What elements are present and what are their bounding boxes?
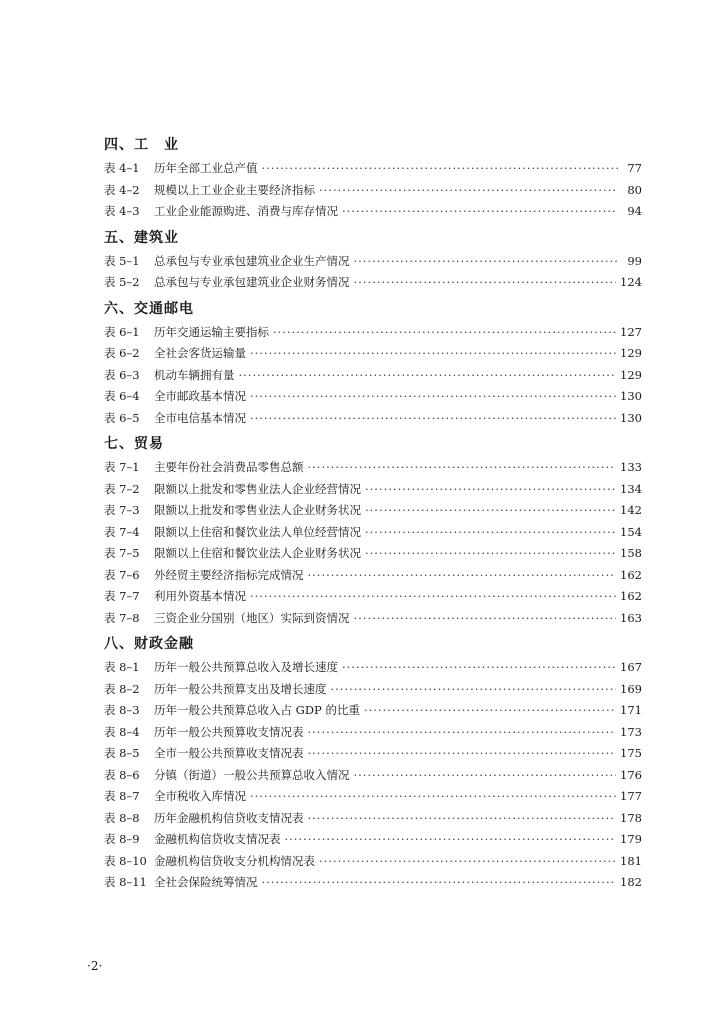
toc-section — [104, 433, 642, 629]
entry-table-number: 表 6–5 — [104, 410, 140, 425]
entry-title: 限额以上批发和零售业法人企业财务状况 — [154, 503, 361, 517]
section-title: 四、工 业 — [104, 137, 179, 153]
entry-page-number: 162 — [620, 589, 642, 603]
entry-page-number: 99 — [627, 253, 642, 268]
dot-leader — [308, 457, 617, 479]
entry-table-number: 表 5–2 — [104, 275, 140, 289]
entry-title: 限额以上批发和零售业法人企业经营情况 — [154, 481, 361, 496]
dot-leader — [331, 679, 617, 701]
toc-entry — [104, 479, 642, 501]
toc-entry — [104, 408, 642, 430]
entry-title: 全社会客货运输量 — [154, 346, 246, 360]
dot-leader — [250, 786, 616, 808]
entry-page-number: 158 — [620, 546, 642, 560]
entry-title: 工业企业能源购进、消费与库存情况 — [154, 204, 338, 218]
toc-entry — [104, 180, 642, 202]
toc-entry — [104, 786, 642, 808]
entry-page-number: 154 — [620, 524, 642, 539]
entry-page-number: 169 — [620, 681, 642, 696]
entry-title: 全市邮政基本情况 — [154, 389, 246, 403]
dot-leader — [285, 829, 617, 851]
dot-leader — [262, 872, 617, 894]
dot-leader — [342, 201, 618, 223]
entry-page-number: 80 — [627, 182, 642, 197]
section-title: 八、财政金融 — [104, 636, 194, 652]
toc-entry — [104, 365, 642, 387]
toc-entry — [104, 272, 642, 294]
entry-page-number: 129 — [620, 367, 642, 382]
entry-table-number: 表 8–11 — [104, 875, 147, 889]
entry-table-number: 表 4–3 — [104, 204, 140, 218]
dot-leader — [308, 722, 617, 744]
toc-entry — [104, 322, 642, 344]
toc-entry — [104, 679, 642, 701]
dot-leader — [365, 479, 616, 501]
entry-page-number: 94 — [627, 204, 642, 218]
dot-leader — [365, 500, 616, 522]
section-title: 五、建筑业 — [104, 229, 179, 246]
dot-leader — [319, 851, 616, 873]
entry-page-number: 134 — [620, 481, 642, 496]
entry-table-number: 表 7–8 — [104, 610, 140, 625]
entry-table-number: 表 8–5 — [104, 746, 140, 760]
entry-table-number: 表 7–6 — [104, 567, 140, 582]
entry-table-number: 表 7–4 — [104, 524, 140, 539]
entry-title: 主要年份社会消费品零售总额 — [154, 460, 304, 474]
entry-page-number: 127 — [620, 324, 642, 339]
dot-leader — [319, 180, 618, 202]
dot-leader — [262, 158, 619, 180]
dot-leader — [308, 565, 617, 587]
entry-table-number: 表 8–10 — [104, 853, 147, 868]
entry-title: 历年一般公共预算收支情况表 — [154, 724, 304, 739]
entry-title: 利用外资基本情况 — [154, 589, 246, 603]
toc-entry — [104, 586, 642, 608]
entry-table-number: 表 4–1 — [104, 161, 140, 175]
entry-page-number: 177 — [620, 789, 642, 803]
entry-table-number: 表 7–1 — [104, 460, 140, 474]
entry-page-number: 179 — [620, 832, 642, 846]
toc-section — [104, 633, 642, 894]
entry-table-number: 表 5–1 — [104, 253, 140, 268]
toc-entry — [104, 700, 642, 722]
toc-entry — [104, 765, 642, 787]
toc-entry — [104, 386, 642, 408]
toc-entry — [104, 657, 642, 679]
entry-page-number: 130 — [620, 410, 642, 425]
dot-leader — [273, 322, 616, 344]
dot-leader — [354, 272, 617, 294]
entry-table-number: 表 8–9 — [104, 832, 140, 846]
entry-table-number: 表 8–2 — [104, 681, 140, 696]
entry-title: 总承包与专业承包建筑业企业生产情况 — [154, 253, 350, 268]
entry-table-number: 表 7–3 — [104, 503, 140, 517]
toc-entry — [104, 343, 642, 365]
dot-leader — [364, 700, 616, 722]
toc-entry — [104, 457, 642, 479]
entry-page-number: 178 — [620, 810, 642, 825]
dot-leader — [250, 386, 616, 408]
dot-leader — [354, 251, 619, 273]
entry-title: 金融机构信贷收支分机构情况表 — [154, 853, 315, 868]
dot-leader — [250, 408, 616, 430]
entry-page-number: 181 — [620, 853, 642, 868]
entry-title: 历年一般公共预算总收入及增长速度 — [154, 660, 338, 674]
entry-table-number: 表 7–2 — [104, 481, 140, 496]
entry-table-number: 表 6–4 — [104, 389, 140, 403]
dot-leader — [365, 522, 616, 544]
entry-title: 全市税收入库情况 — [154, 789, 246, 803]
entry-table-number: 表 8–7 — [104, 789, 140, 803]
entry-table-number: 表 8–3 — [104, 703, 140, 717]
entry-title: 历年全部工业总产值 — [154, 161, 258, 175]
entry-table-number: 表 6–3 — [104, 367, 140, 382]
entry-title: 限额以上住宿和餐饮业法人单位经营情况 — [154, 524, 361, 539]
toc-entry — [104, 851, 642, 873]
entry-page-number: 171 — [620, 703, 642, 717]
entry-page-number: 173 — [620, 724, 642, 739]
entry-title: 全市电信基本情况 — [154, 410, 246, 425]
entry-title: 限额以上住宿和餐饮业法人企业财务状况 — [154, 546, 361, 560]
toc-entry — [104, 201, 642, 223]
entry-table-number: 表 8–8 — [104, 810, 140, 825]
entry-title: 金融机构信贷收支情况表 — [154, 832, 281, 846]
entry-page-number: 129 — [620, 346, 642, 360]
entry-title: 规模以上工业企业主要经济指标 — [154, 182, 315, 197]
entry-title: 历年金融机构信贷收支情况表 — [154, 810, 304, 825]
entry-page-number: 162 — [620, 567, 642, 582]
dot-leader — [239, 365, 617, 387]
toc-section — [104, 298, 642, 430]
entry-title: 分镇（街道）一般公共预算总收入情况 — [154, 767, 350, 782]
dot-leader — [365, 543, 616, 565]
entry-table-number: 表 8–4 — [104, 724, 140, 739]
entry-page-number: 77 — [627, 161, 642, 175]
entry-page-number: 176 — [620, 767, 642, 782]
section-title: 六、交通邮电 — [104, 300, 194, 317]
entry-page-number: 163 — [620, 610, 642, 625]
toc-section — [104, 134, 642, 223]
entry-table-number: 表 8–1 — [104, 660, 140, 674]
toc-entry — [104, 872, 642, 894]
entry-title: 历年交通运输主要指标 — [154, 324, 269, 339]
toc-section — [104, 227, 642, 294]
entry-title: 三资企业分国别（地区）实际到资情况 — [154, 610, 350, 625]
toc-entry — [104, 543, 642, 565]
toc-entry — [104, 743, 642, 765]
entry-title: 历年一般公共预算支出及增长速度 — [154, 681, 327, 696]
entry-title: 全社会保险统筹情况 — [154, 875, 258, 889]
toc-entry — [104, 565, 642, 587]
toc-entry — [104, 829, 642, 851]
dot-leader — [250, 343, 616, 365]
entry-page-number: 133 — [620, 460, 642, 474]
entry-table-number: 表 6–1 — [104, 324, 140, 339]
entry-title: 全市一般公共预算收支情况表 — [154, 746, 304, 760]
entry-title: 外经贸主要经济指标完成情况 — [154, 567, 304, 582]
entry-table-number: 表 4–2 — [104, 182, 140, 197]
entry-table-number: 表 7–7 — [104, 589, 140, 603]
dot-leader — [354, 765, 617, 787]
entry-table-number: 表 8–6 — [104, 767, 140, 782]
dot-leader — [308, 808, 617, 830]
entry-table-number: 表 6–2 — [104, 346, 140, 360]
dot-leader — [354, 608, 617, 630]
dot-leader — [250, 586, 616, 608]
entry-page-number: 124 — [620, 275, 642, 289]
table-of-contents — [104, 130, 642, 894]
entry-title: 机动车辆拥有量 — [154, 367, 235, 382]
dot-leader — [342, 657, 616, 679]
dot-leader — [308, 743, 617, 765]
entry-table-number: 表 7–5 — [104, 546, 140, 560]
entry-page-number: 182 — [620, 875, 642, 889]
entry-page-number: 167 — [620, 660, 642, 674]
toc-entry — [104, 608, 642, 630]
toc-entry — [104, 500, 642, 522]
page-number: ·2· — [87, 959, 103, 973]
toc-entry — [104, 522, 642, 544]
toc-entry — [104, 722, 642, 744]
entry-page-number: 175 — [620, 746, 642, 760]
entry-title: 历年一般公共预算总收入占 GDP 的比重 — [154, 703, 360, 717]
entry-page-number: 142 — [620, 503, 642, 517]
toc-entry — [104, 158, 642, 180]
entry-title: 总承包与专业承包建筑业企业财务情况 — [154, 275, 350, 289]
entry-page-number: 130 — [620, 389, 642, 403]
toc-entry — [104, 251, 642, 273]
section-title: 七、贸易 — [104, 436, 164, 452]
toc-entry — [104, 808, 642, 830]
